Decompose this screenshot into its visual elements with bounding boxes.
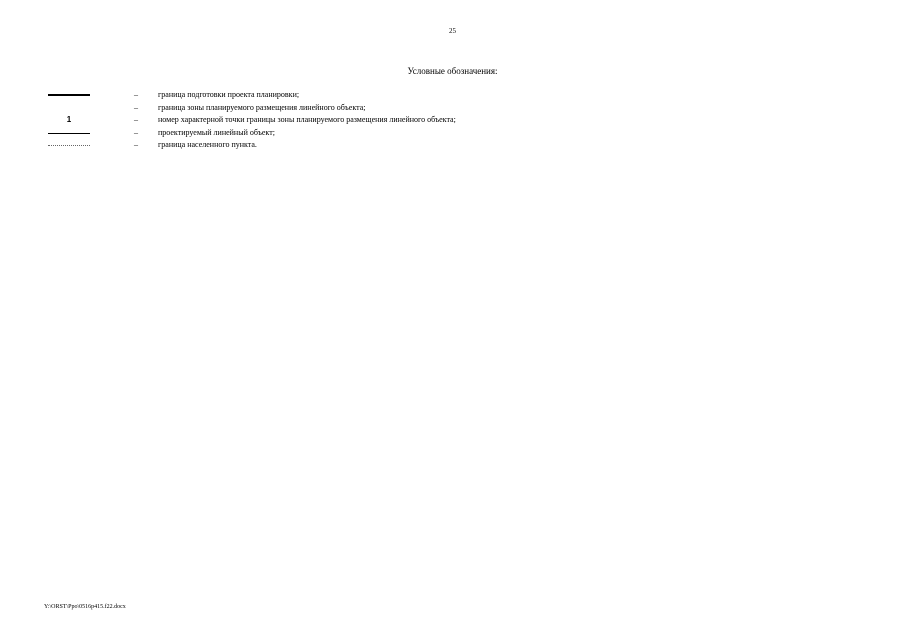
legend-dash: – [134,140,138,149]
point-number-symbol: 1 [66,115,72,124]
zone-boundary-symbol [48,102,90,115]
legend-row-zone-boundary [48,102,868,115]
footer-file-path: Y:\ORST\Ppo\0516p415.f22.docx [44,604,126,610]
legend-text-zone-boundary: граница зоны планируемого размещения линейного объекта; [158,102,366,112]
legend-dash: – [134,115,138,124]
legend-row-linear-object [48,127,868,140]
legend-dash: – [134,90,138,99]
legend-list [48,89,868,152]
legend-text-point-number: номер характерной точки границы зоны планируемого размещения линейного объекта; [158,115,456,124]
page-number: 25 [449,27,456,35]
legend-row-point-number [48,114,868,127]
legend-row-planning-boundary [48,89,868,102]
settlement-boundary-line-symbol [48,139,90,152]
planning-boundary-line-symbol [48,89,90,102]
legend-row-settlement-boundary [48,139,868,152]
linear-object-line-symbol [48,127,90,140]
legend-dash: – [134,102,138,112]
legend-text-linear-object: проектируемый линейный объект; [158,127,275,137]
legend-text-settlement-boundary: граница населенного пункта. [158,140,257,149]
legend-title: Условные обозначения: [407,66,498,76]
legend-text-planning-boundary: граница подготовки проекта планировки; [158,90,300,99]
legend-dash: – [134,127,138,137]
